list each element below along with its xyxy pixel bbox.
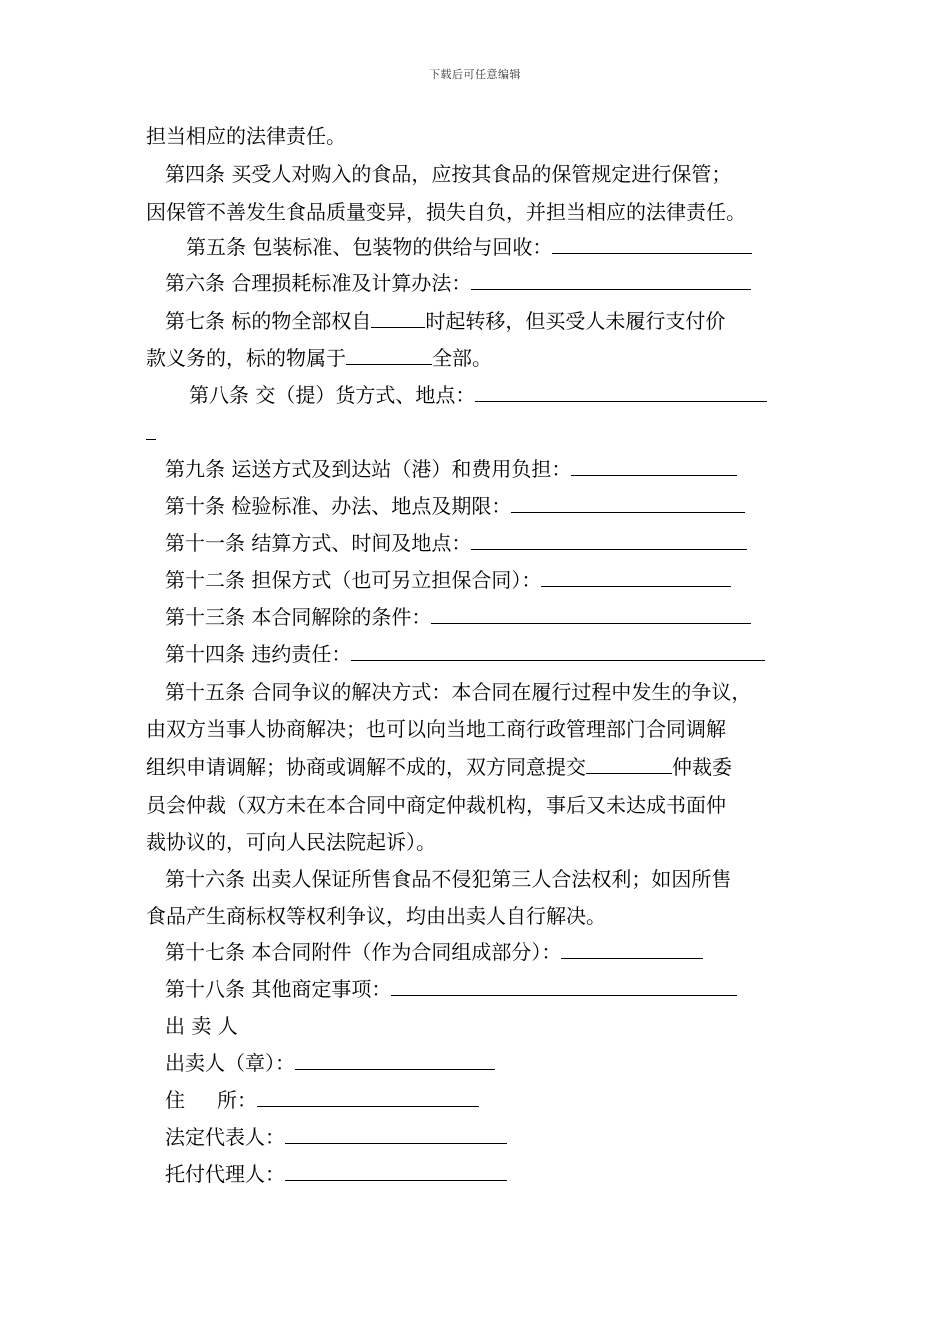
article-4 [165,161,731,187]
article-14 [165,641,765,667]
line-text: 款义务的，标的物属于 [146,346,346,370]
fill-blank[interactable] [471,271,751,290]
fill-blank[interactable] [586,755,672,774]
fill-blank[interactable] [511,494,745,513]
article-11 [165,530,747,556]
text-line [146,903,606,929]
field-label: 住 [165,1088,185,1112]
field-label: 出卖人（章）： [165,1051,295,1075]
article-6 [165,270,751,296]
line-text: 第十二条 担保方式（也可另立担保合同）： [165,568,542,592]
line-text: 组织申请调解；协商或调解不成的，双方同意提交 [146,755,586,779]
text-line [146,199,746,225]
fill-blank[interactable] [571,457,737,476]
line-text: 仲裁委 [672,755,732,779]
line-text: 时起转移，但买受人未履行支付价 [425,309,726,333]
field-label: 托付代理人： [165,1162,285,1186]
text-line [146,754,732,780]
line-text: 第十五条 合同争议的解决方式：本合同在履行过程中发生的争议， [165,680,752,704]
article-8 [189,382,767,408]
article-10 [165,493,745,519]
text-line [146,345,492,371]
fill-blank[interactable] [471,531,747,550]
line-text: 第六条 合理损耗标准及计算办法： [165,271,472,295]
line-text: 食品产生商标权等权利争议，均由出卖人自行解决。 [146,904,606,928]
line-text: 第五条 包装标准、包装物的供给与回收： [186,235,553,259]
text-line [146,716,726,742]
line-text: 第十八条 其他商定事项： [165,977,392,1001]
field-label: 法定代表人： [165,1125,285,1149]
line-text: 第十六条 出卖人保证所售食品不侵犯第三人合法权利；如因所售 [165,867,732,891]
article-17 [165,939,703,965]
line-text: 第十七条 本合同附件（作为合同组成部分）： [165,940,562,964]
address-field [165,1087,479,1113]
text-line [146,792,726,818]
line-text: 裁协议的，可向人民法院起诉）。 [146,830,436,854]
article-13 [165,604,751,630]
fill-blank[interactable] [431,605,751,624]
text-line [146,123,346,149]
line-text: 担当相应的法律责任。 [146,124,346,148]
line-text: 第十三条 本合同解除的条件： [165,605,432,629]
line-text: 第九条 运送方式及到达站（港）和费用负担： [165,457,572,481]
line-text: 第十四条 违约责任： [165,642,352,666]
article-9 [165,456,737,482]
line-text: 第十条 检验标准、办法、地点及期限： [165,494,512,518]
fill-blank[interactable] [351,642,765,661]
line-text: 因保管不善发生食品质量变异，损失自负，并担当相应的法律责任。 [146,200,746,224]
legal-rep-field [165,1124,507,1150]
line-text: 第八条 交（提）货方式、地点： [189,383,476,407]
fill-blank[interactable] [552,235,752,254]
line-text: 由双方当事人协商解决；也可以向当地工商行政管理部门合同调解 [146,717,726,741]
line-text: 全部。 [432,346,492,370]
fill-blank[interactable] [285,1125,507,1144]
article-7 [165,308,725,334]
fill-blank[interactable] [371,309,425,328]
fill-blank[interactable] [391,977,737,996]
fill-blank[interactable] [295,1051,495,1070]
field-label: 所： [217,1088,257,1112]
fill-blank[interactable] [561,940,703,959]
fill-blank[interactable] [346,346,432,365]
fill-blank[interactable] [475,383,767,402]
line-text: 第十一条 结算方式、时间及地点： [165,531,472,555]
line-text: 员会仲裁（双方未在本合同中商定仲裁机构，事后又未达成书面仲 [146,793,726,817]
fill-blank[interactable] [146,421,156,440]
fill-blank[interactable] [257,1088,479,1107]
article-18 [165,976,737,1002]
article-15 [165,679,751,705]
page-header-note: 下载后可任意编辑 [429,68,521,81]
article-16 [165,866,731,892]
article-5 [186,234,752,260]
fill-blank[interactable] [541,568,731,587]
line-text: 第四条 买受人对购入的食品，应按其食品的保管规定进行保管； [165,162,732,186]
text-line [146,829,436,855]
seller-heading [165,1013,238,1039]
line-text: 出 卖 人 [165,1014,238,1038]
line-text: 第七条 标的物全部权自 [165,309,372,333]
fill-blank[interactable] [285,1162,507,1181]
article-12 [165,567,731,593]
text-line [146,420,156,446]
seller-seal-field [165,1050,495,1076]
agent-field [165,1161,507,1187]
